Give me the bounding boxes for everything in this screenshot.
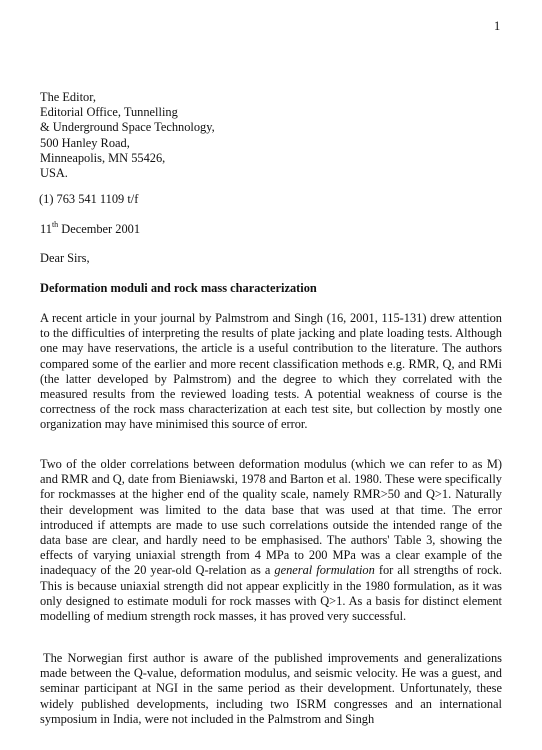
recipient-line: & Underground Space Technology, [40,120,215,135]
recipient-line: Editorial Office, Tunnelling [40,105,178,120]
paragraph-1: A recent article in your journal by Palmstrom and Singh (16, 2001, 115-131) drew attention to the difficulties of interpreting the results of plate jacking and plate loading tests. Although one may have reservations, the article is a useful contribution to the literature. The authors compared some of the earlier and more recent classification methods e.g. RMR, Q, and RMi (the latter developed by Palmstrom) and the degree to which they correlated with the measured results from the reviewed loading tests. A potential weakness of course is the correctness of the rock mass characterization at each test site, but collection by mostly one organization may have minimised this source of error. [40,311,502,432]
letter-date [40,219,141,237]
recipient-line: USA. [40,166,68,181]
recipient-line: Minneapolis, MN 55426, [40,150,166,165]
paragraph-2 [40,457,502,624]
letter-title: Deformation moduli and rock mass characterization [40,281,317,295]
paragraph-2-emphasis: general formulation [274,563,375,578]
salutation: Dear Sirs, [40,251,90,265]
recipient-address [40,90,215,181]
paragraph-3 [40,651,502,727]
date-month-year: December 2001 [58,222,141,236]
date-day: 11 [40,222,52,236]
page-number: 1 [494,19,501,33]
paragraph-3-text: The Norwegian first author is aware of the published improvements and generalizations made between the Q-value, deformation modulus, and seismic velocity. He was a guest, and seminar participant at NGI in the same period as their development. Unfortunately, these widely published developments, including two ISRM congresses and an international symposium in India, were not included in the Palmstrom and Singh [40,651,502,726]
paragraph-2-text-b: for all strengths of rock. This is because uniaxial strength did not appear explicitly in the 1980 formulation, as it was only designed to estimate moduli for rock masses with Q>1. As a basis for distinct element modelling of medium strength rock masses, it has proved very successful. [40,563,503,624]
paragraph-2-text-a: Two of the older correlations between deformation modulus (which we can refer to as M) and RMR and Q, date from Bieniawski, 1978 and Barton et al. 1980. These were specifically for rockmasses at the higher end of the quality scale, namely RMR>50 and Q>1. Naturally their development was limited to the data base that was used at that time. The error introduced if attempts are made to use such correlations outside the intended range of the data base are clear, and hardly need to be emphasised. The authors' Table 3, showing the effects of varying uniaxial strength from 4 MPa to 200 MPa was a clear example of the inadequacy of the 20 year-old Q-relation as a [40,457,502,578]
phone-fax: (1) 763 541 1109 t/f [39,192,139,206]
date-suffix: th [51,219,59,229]
recipient-line: The Editor, [40,90,96,104]
recipient-line: 500 Hanley Road, [40,135,130,150]
